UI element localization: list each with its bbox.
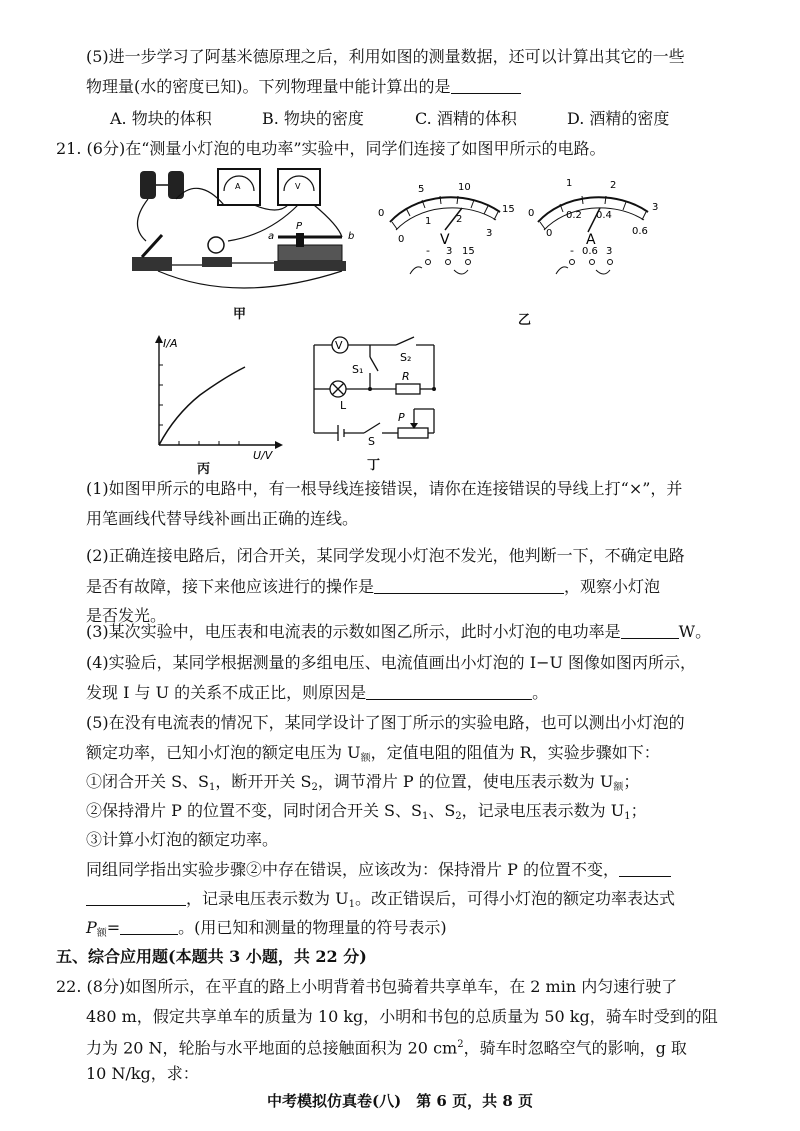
option-d: D. 酒精的密度 [567,109,670,128]
q22-line4: 10 N/kg，求： [86,1064,199,1083]
v-term-15: 15 [462,246,475,257]
q21-step1 [86,771,639,799]
a-inner-04: 0.4 [596,210,612,221]
v-term-3: 3 [446,246,453,257]
caption-ding: 丁 [367,458,381,473]
q21-p4-text-a: 发现 I 与 U 的关系不成正比，则原因是 [86,683,367,702]
a-outer-1: 1 [566,178,573,189]
option-b: B. 物块的密度 [262,109,364,128]
caption-yi: 乙 [518,313,532,328]
v-outer-10: 10 [458,182,471,193]
figure-yi-meters [370,172,670,282]
ammeter-label: A [235,182,241,191]
q21-p2-text-b: ，观察小灯泡 [564,577,661,596]
rheostat-a-label: a [268,231,275,242]
ding-l: L [340,399,347,412]
a-term-06: 0.6 [582,246,598,257]
subscript: 1 [624,811,631,822]
a-inner-06: 0.6 [632,226,648,237]
ding-p: P [398,411,405,424]
v-term-neg: - [426,244,430,257]
fix-text-3b: = [106,918,121,937]
q21-p4-text-b: 。 [532,683,549,702]
v-inner-0: 0 [398,234,405,245]
v-outer-5: 5 [418,184,425,195]
q21-p5-line1: (5)在没有电流表的情况下，某同学设计了图丁所示的实验电路，也可以测出小灯泡的 [86,713,685,732]
q21-fix-line3 [86,917,447,945]
q21-fix-line2 [86,888,675,916]
v-outer-15: 15 [502,204,515,215]
answer-blank [619,860,671,877]
answer-blank [374,577,564,594]
ding-s2: S₂ [400,351,412,364]
figure-jia-circuit [128,165,368,295]
fix-text-2b: 。改正错误后，可得小灯泡的额定功率表达式 [354,889,675,908]
q21-p2-text-a: 是否有故障，接下来他应该进行的操作是 [86,577,375,596]
a-unit: A [586,232,596,248]
option-a: A. 物块的体积 [110,109,212,128]
figure-ding-schematic [298,325,448,450]
q20-p5-line2 [86,76,521,98]
q21-step3: ③计算小灯泡的额定功率。 [86,830,279,849]
subscript: 额 [96,928,107,939]
a-outer-2: 2 [610,180,617,191]
q21-p1-line2: 用笔画线代替导线补画出正确的连线。 [86,509,359,528]
ding-s: S [368,435,375,448]
figure-bing-iu-graph [145,335,285,460]
fix-text-1: 同组同学指出实验步骤②中存在错误，应该改为：保持滑片 P 的位置不变， [86,860,619,879]
q22-text-3a: 力为 20 N，轮胎与水平地面的总接触面积为 20 cm [86,1038,458,1058]
q20-p5-text: 物理量(水的密度已知)。下列物理量中能计算出的是 [86,77,451,96]
q21-p3-line [86,621,711,643]
answer-blank [451,77,521,94]
section5-title: 五、综合应用题(本题共 3 小题，共 22 分) [56,947,367,966]
step2-text-d: ； [630,801,647,820]
step2-text-b: 、S [428,801,456,820]
step1-text-d: ； [623,772,640,791]
q21-p2-line2 [86,576,660,598]
q21-p4-line2 [86,682,548,704]
graph-xlabel: U/V [253,449,273,460]
v-inner-2: 2 [456,214,463,225]
q21-fix-line1 [86,859,671,881]
q21-p2-line1: (2)正确连接电路后，闭合开关，某同学发现小灯泡不发光，他判断一下，不确定电路 [86,546,685,565]
subscript: 1 [209,782,216,793]
a-outer-0: 0 [528,208,535,219]
caption-jia: 甲 [233,307,247,322]
answer-blank [366,683,532,700]
a-term-3: 3 [606,246,613,257]
caption-bing: 丙 [197,462,211,477]
a-term-neg: - [570,244,574,257]
q21-p4-line1: (4)实验后，某同学根据测量的多组电压、电流值画出小灯泡的 I−U 图像如图丙所示， [86,653,697,672]
step1-text-c: ，调节滑片 P 的位置，使电压表示数为 U [317,772,614,791]
rheostat-p-label: P [296,221,303,232]
q22-text-3b: ，骑车时忽略空气的影响，g 取 [463,1038,687,1058]
q21-p5-line2 [86,742,660,770]
graph-ylabel: I/A [163,337,178,350]
subscript: 额 [360,753,371,764]
q21-p5-text-a: 额定功率，已知小灯泡的额定电压为 U [86,743,361,762]
q21-p5-text-b: ，定值电阻的阻值为 R，实验步骤如下： [370,743,660,762]
q20-p5-line1: (5)进一步学习了阿基米德原理之后，利用如图的测量数据，还可以计算出其它的一些 [86,47,685,66]
q21-p2-line3: 是否发光。 [86,606,167,625]
subscript: 额 [613,782,624,793]
q21-step2 [86,800,647,828]
subscript: 1 [348,899,355,910]
step2-text-c: ，记录电压表示数为 U [461,801,625,820]
subscript: 1 [421,811,429,822]
answer-blank [120,918,178,935]
q21-p3-text-b: W。 [678,622,712,641]
q21-header: 21. (6分)在“测量小灯泡的电功率”实验中，同学们连接了如图甲所示的电路。 [56,139,606,158]
a-inner-0: 0 [546,228,553,239]
v-unit: V [440,232,450,248]
v-inner-3: 3 [486,228,493,239]
page-footer: 中考模拟仿真卷(八) 第 6 页，共 8 页 [267,1092,533,1110]
step1-text-b: ，断开开关 S [215,772,312,791]
ding-r: R [402,370,410,383]
fix-text-3a: P [86,918,97,937]
v-inner-1: 1 [425,216,432,227]
q21-p1-line1: (1)如图甲所示的电路中，有一根导线连接错误，请你在连接错误的导线上打“×”，并 [86,479,683,498]
step2-text-a: ②保持滑片 P 的位置不变，同时闭合开关 S、S [86,801,422,820]
fix-text-3c: 。(用已知和测量的物理量的符号表示) [178,918,447,937]
superscript: 2 [457,1039,464,1050]
subscript: 2 [455,811,462,822]
q22-line2: 480 m，假定共享单车的质量为 10 kg，小明和书包的总质量为 50 kg，骑车时受到的阻 [86,1007,718,1026]
q22-line3 [86,1034,687,1059]
a-outer-3: 3 [652,202,659,213]
q22-line1: 22. (8分)如图所示，在平直的路上小明背着书包骑着共享单车，在 2 min 内匀速行驶了 [56,977,678,996]
fix-text-2a: ，记录电压表示数为 U [186,889,349,908]
answer-blank [621,622,679,639]
ding-s1: S₁ [352,363,364,376]
step1-text-a: ①闭合开关 S、S [86,772,210,791]
subscript: 2 [311,782,318,793]
answer-blank [86,889,186,906]
q21-p3-text-a: (3)某次实验中，电压表和电流表的示数如图乙所示，此时小灯泡的电功率是 [86,622,621,641]
rheostat-b-label: b [348,231,355,242]
a-inner-02: 0.2 [566,210,582,221]
option-c: C. 酒精的体积 [415,109,517,128]
voltmeter-label: V [295,182,301,191]
v-outer-0: 0 [378,208,385,219]
ding-v: V [335,339,343,352]
